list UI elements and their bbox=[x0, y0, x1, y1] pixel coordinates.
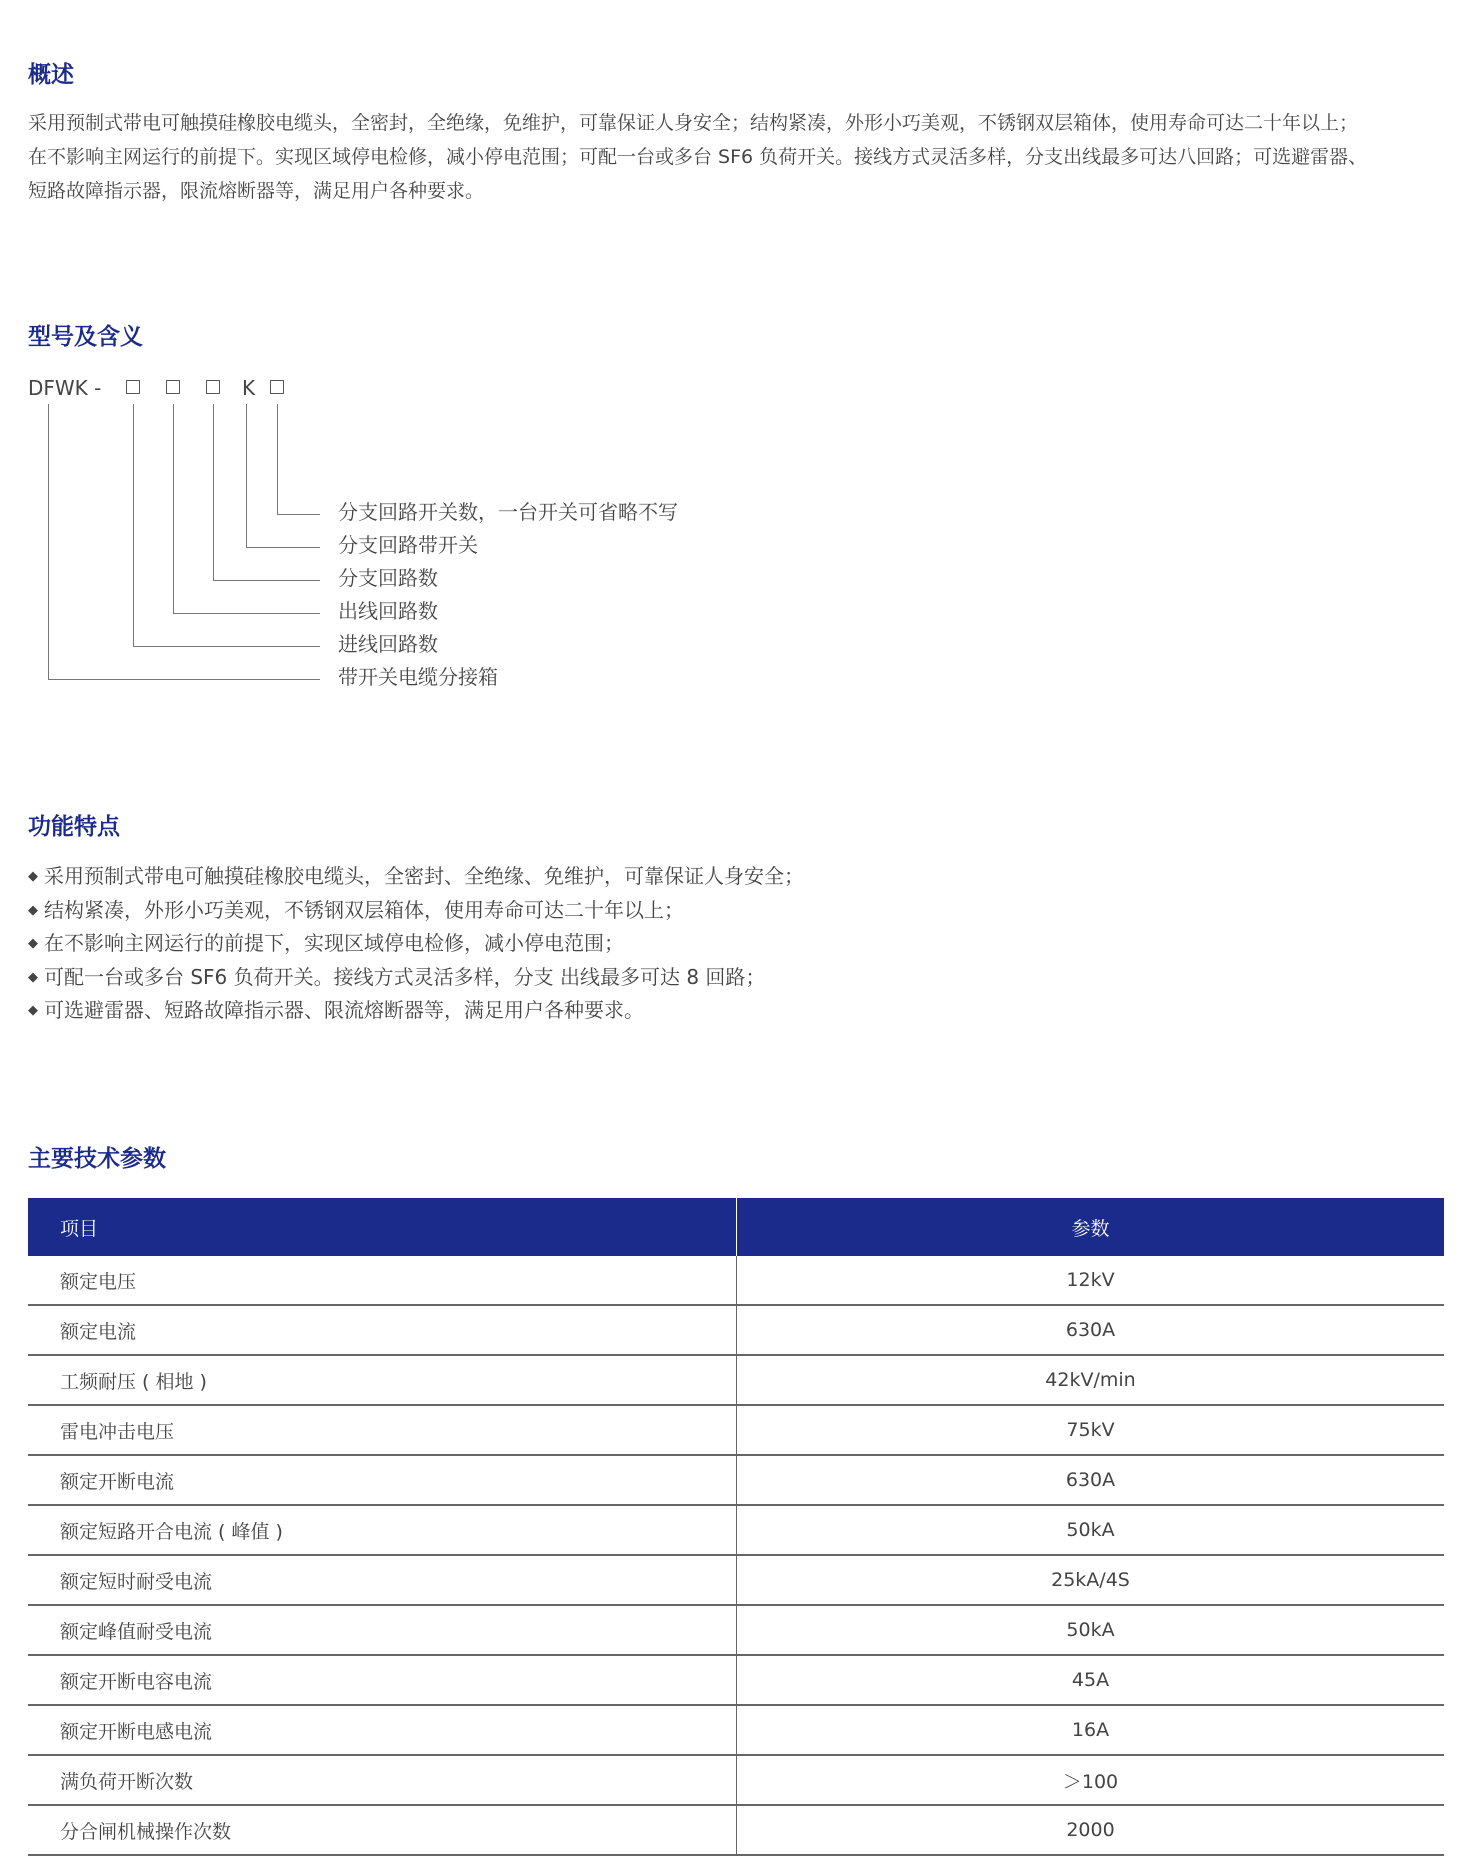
list-item bbox=[28, 961, 804, 995]
cell-item: 额定电流 bbox=[28, 1305, 737, 1355]
feature-text: 结构紧凑，外形小巧美观，不锈钢双层箱体，使用寿命可达二十年以上； bbox=[44, 897, 684, 922]
table-row bbox=[28, 1405, 1444, 1455]
header-item: 项目 bbox=[28, 1198, 737, 1256]
table-row bbox=[28, 1655, 1444, 1705]
list-item bbox=[28, 927, 804, 961]
model-box-branch bbox=[206, 380, 220, 394]
overview-line: 采用预制式带电可触摸硅橡胶电缆头，全密封，全绝缘，免维护，可靠保证人身安全；结构紧凑，外形小巧美观，不锈钢双层箱体，使用寿命可达二十年以上； bbox=[28, 112, 1359, 134]
cell-value: 45A bbox=[737, 1655, 1445, 1705]
legend-box-type: 带开关电缆分接箱 bbox=[338, 665, 498, 689]
table-row bbox=[28, 1555, 1444, 1605]
cell-value: 50kA bbox=[737, 1505, 1445, 1555]
section-title-params: 主要技术参数 bbox=[28, 1146, 166, 1172]
table-row bbox=[28, 1455, 1444, 1505]
table-row bbox=[28, 1305, 1444, 1355]
header-value: 参数 bbox=[737, 1198, 1445, 1256]
diamond-bullet-icon: ◆ bbox=[28, 936, 38, 951]
leader-line bbox=[48, 679, 320, 680]
cell-value: 2000 bbox=[737, 1805, 1445, 1855]
spec-table bbox=[28, 1198, 1444, 1856]
model-box-incoming bbox=[126, 380, 140, 394]
cell-item: 雷电冲击电压 bbox=[28, 1405, 737, 1455]
cell-item: 额定峰值耐受电流 bbox=[28, 1605, 737, 1655]
feature-text: 可配一台或多台 SF6 负荷开关。接线方式灵活多样，分支 出线最多可达 8 回路； bbox=[44, 964, 766, 989]
cell-value: 75kV bbox=[737, 1405, 1445, 1455]
cell-item: 额定开断电容电流 bbox=[28, 1655, 737, 1705]
cell-value: ＞100 bbox=[737, 1755, 1445, 1805]
table-row bbox=[28, 1605, 1444, 1655]
diamond-bullet-icon: ◆ bbox=[28, 969, 38, 985]
list-item bbox=[28, 860, 804, 894]
table-header-row bbox=[28, 1198, 1444, 1256]
overview-paragraph bbox=[28, 106, 1448, 208]
model-k-letter: K bbox=[242, 376, 256, 400]
overview-line: 短路故障指示器，限流熔断器等，满足用户各种要求。 bbox=[28, 180, 485, 202]
legend-incoming-count: 进线回路数 bbox=[338, 632, 438, 656]
table-row bbox=[28, 1805, 1444, 1855]
section-title-overview: 概述 bbox=[28, 62, 74, 88]
leader-line bbox=[173, 404, 174, 613]
cell-value: 630A bbox=[737, 1455, 1445, 1505]
cell-value: 42kV/min bbox=[737, 1355, 1445, 1405]
leader-line bbox=[213, 580, 320, 581]
model-prefix: DFWK - bbox=[28, 376, 102, 400]
model-box-switch-count bbox=[270, 380, 284, 394]
cell-value: 25kA/4S bbox=[737, 1555, 1445, 1605]
legend-switch-count: 分支回路开关数，一台开关可省略不写 bbox=[338, 500, 678, 524]
table-row bbox=[28, 1505, 1444, 1555]
section-title-features: 功能特点 bbox=[28, 814, 120, 840]
feature-list bbox=[28, 860, 804, 1028]
diamond-bullet-icon: ◆ bbox=[28, 869, 38, 884]
leader-line bbox=[173, 613, 320, 614]
cell-item: 分合闸机械操作次数 bbox=[28, 1805, 737, 1855]
legend-branch-switch: 分支回路带开关 bbox=[338, 533, 478, 557]
cell-item: 额定短时耐受电流 bbox=[28, 1555, 737, 1605]
cell-value: 16A bbox=[737, 1705, 1445, 1755]
list-item bbox=[28, 894, 804, 928]
leader-line bbox=[213, 404, 214, 580]
cell-value: 630A bbox=[737, 1305, 1445, 1355]
cell-item: 工频耐压 ( 相地 ) bbox=[28, 1355, 737, 1405]
leader-line bbox=[277, 514, 320, 515]
overview-line: 在不影响主网运行的前提下。实现区域停电检修，减小停电范围；可配一台或多台 SF6 负荷开关。接线方式灵活多样，分支出线最多可达八回路；可选避雷器、 bbox=[28, 146, 1368, 168]
leader-line bbox=[246, 547, 320, 548]
leader-line bbox=[133, 404, 134, 646]
cell-item: 额定电压 bbox=[28, 1256, 737, 1305]
cell-value: 12kV bbox=[737, 1256, 1445, 1305]
legend-branch-count: 分支回路数 bbox=[338, 566, 438, 590]
cell-item: 额定开断电流 bbox=[28, 1455, 737, 1505]
table-row bbox=[28, 1755, 1444, 1805]
leader-line bbox=[246, 404, 247, 547]
feature-text: 采用预制式带电可触摸硅橡胶电缆头，全密封、全绝缘、免维护，可靠保证人身安全； bbox=[44, 864, 804, 888]
cell-item: 满负荷开断次数 bbox=[28, 1755, 737, 1805]
leader-line bbox=[133, 646, 320, 647]
leader-line bbox=[277, 404, 278, 514]
list-item bbox=[28, 994, 804, 1028]
cell-item: 额定开断电感电流 bbox=[28, 1705, 737, 1755]
diamond-bullet-icon: ◆ bbox=[28, 902, 38, 918]
table-row bbox=[28, 1256, 1444, 1305]
diamond-bullet-icon: ◆ bbox=[28, 1003, 38, 1018]
feature-text: 在不影响主网运行的前提下，实现区域停电检修，减小停电范围； bbox=[44, 931, 624, 955]
feature-text: 可选避雷器、短路故障指示器、限流熔断器等，满足用户各种要求。 bbox=[44, 998, 644, 1022]
table-row bbox=[28, 1705, 1444, 1755]
model-box-outgoing bbox=[166, 380, 180, 394]
table-row bbox=[28, 1355, 1444, 1405]
section-title-model: 型号及含义 bbox=[28, 324, 143, 350]
cell-item: 额定短路开合电流 ( 峰值 ) bbox=[28, 1505, 737, 1555]
leader-line bbox=[48, 404, 49, 679]
legend-outgoing-count: 出线回路数 bbox=[338, 599, 438, 623]
cell-value: 50kA bbox=[737, 1605, 1445, 1655]
